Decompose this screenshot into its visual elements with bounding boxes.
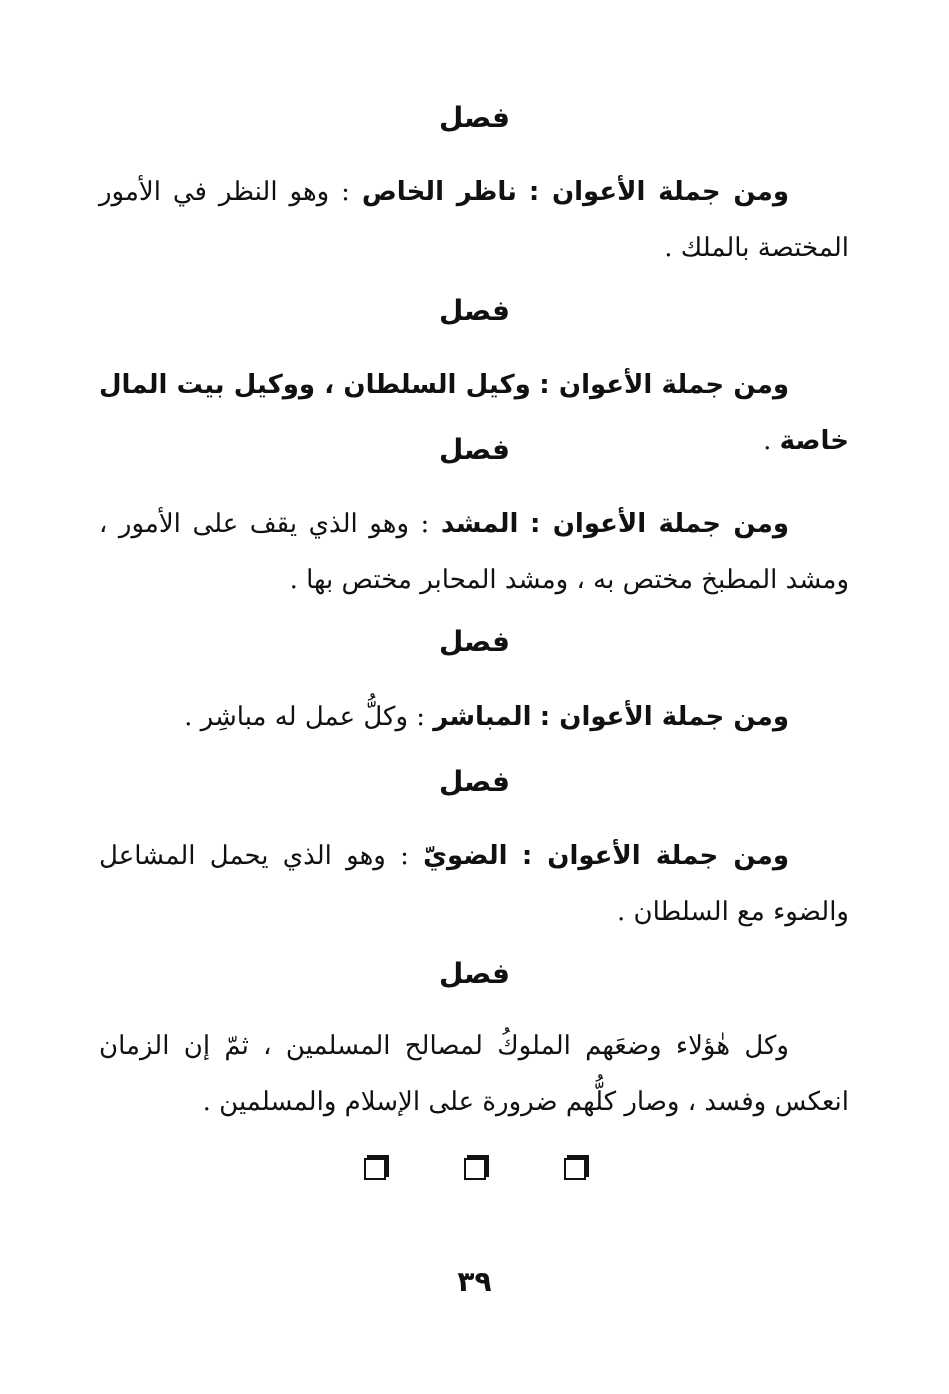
paragraph-text: : وكلُّ عمل له مباشِر . bbox=[184, 702, 434, 732]
paragraph-lead: ومن جملة الأعوان : bbox=[529, 509, 790, 539]
paragraph-term: المباشر bbox=[433, 702, 532, 732]
section-heading: فصل bbox=[439, 625, 510, 658]
square-bracket-ornament-icon bbox=[564, 1158, 586, 1180]
section-end-ornaments bbox=[0, 1158, 949, 1188]
paragraph-text: . bbox=[763, 426, 780, 456]
section-paragraph bbox=[99, 164, 849, 276]
page-number: ٣٩ bbox=[457, 1265, 492, 1298]
paragraph-text: : وهو الذي يحمل المشاعل والضوء مع السلطان . bbox=[99, 841, 849, 927]
paragraph-lead: ومن جملة الأعوان : bbox=[539, 702, 789, 732]
section-heading: فصل bbox=[439, 765, 510, 798]
paragraph-term: الضويّ bbox=[423, 841, 508, 871]
paragraph-term: المشد bbox=[440, 509, 519, 539]
section-paragraph bbox=[99, 828, 849, 940]
paragraph-lead: ومن جملة الأعوان : bbox=[539, 370, 790, 400]
paragraph-lead: ومن جملة الأعوان : bbox=[521, 841, 789, 871]
section-paragraph bbox=[99, 496, 849, 608]
square-bracket-ornament-icon bbox=[464, 1158, 486, 1180]
section-paragraph bbox=[99, 689, 849, 745]
paragraph-text: : وهو النظر في الأمور المختصة بالملك . bbox=[99, 177, 849, 263]
section-paragraph: وكل هٰؤلاء وضعَهم الملوكُ لمصالح المسلمين ، ثمّ إن الزمان انعكس وفسد ، وصار كلُّهم ضرورة على الإسلام والمسلمين . bbox=[99, 1031, 849, 1117]
paragraph-text: : وهو الذي يقف على الأمور ، ومشد المطبخ مختص به ، ومشد المحابر مختص بها . bbox=[99, 509, 849, 595]
section-heading: فصل bbox=[439, 957, 510, 990]
square-bracket-ornament-icon bbox=[364, 1158, 386, 1180]
section-heading: فصل bbox=[439, 433, 510, 466]
paragraph-lead: ومن جملة الأعوان : bbox=[528, 177, 790, 207]
paragraph-term: ناظر الخاص bbox=[361, 177, 517, 207]
section-heading: فصل bbox=[439, 294, 510, 327]
paragraph-term: وكيل السلطان ، ووكيل بيت المال خاصة bbox=[99, 370, 849, 456]
section-heading: فصل bbox=[439, 101, 510, 134]
